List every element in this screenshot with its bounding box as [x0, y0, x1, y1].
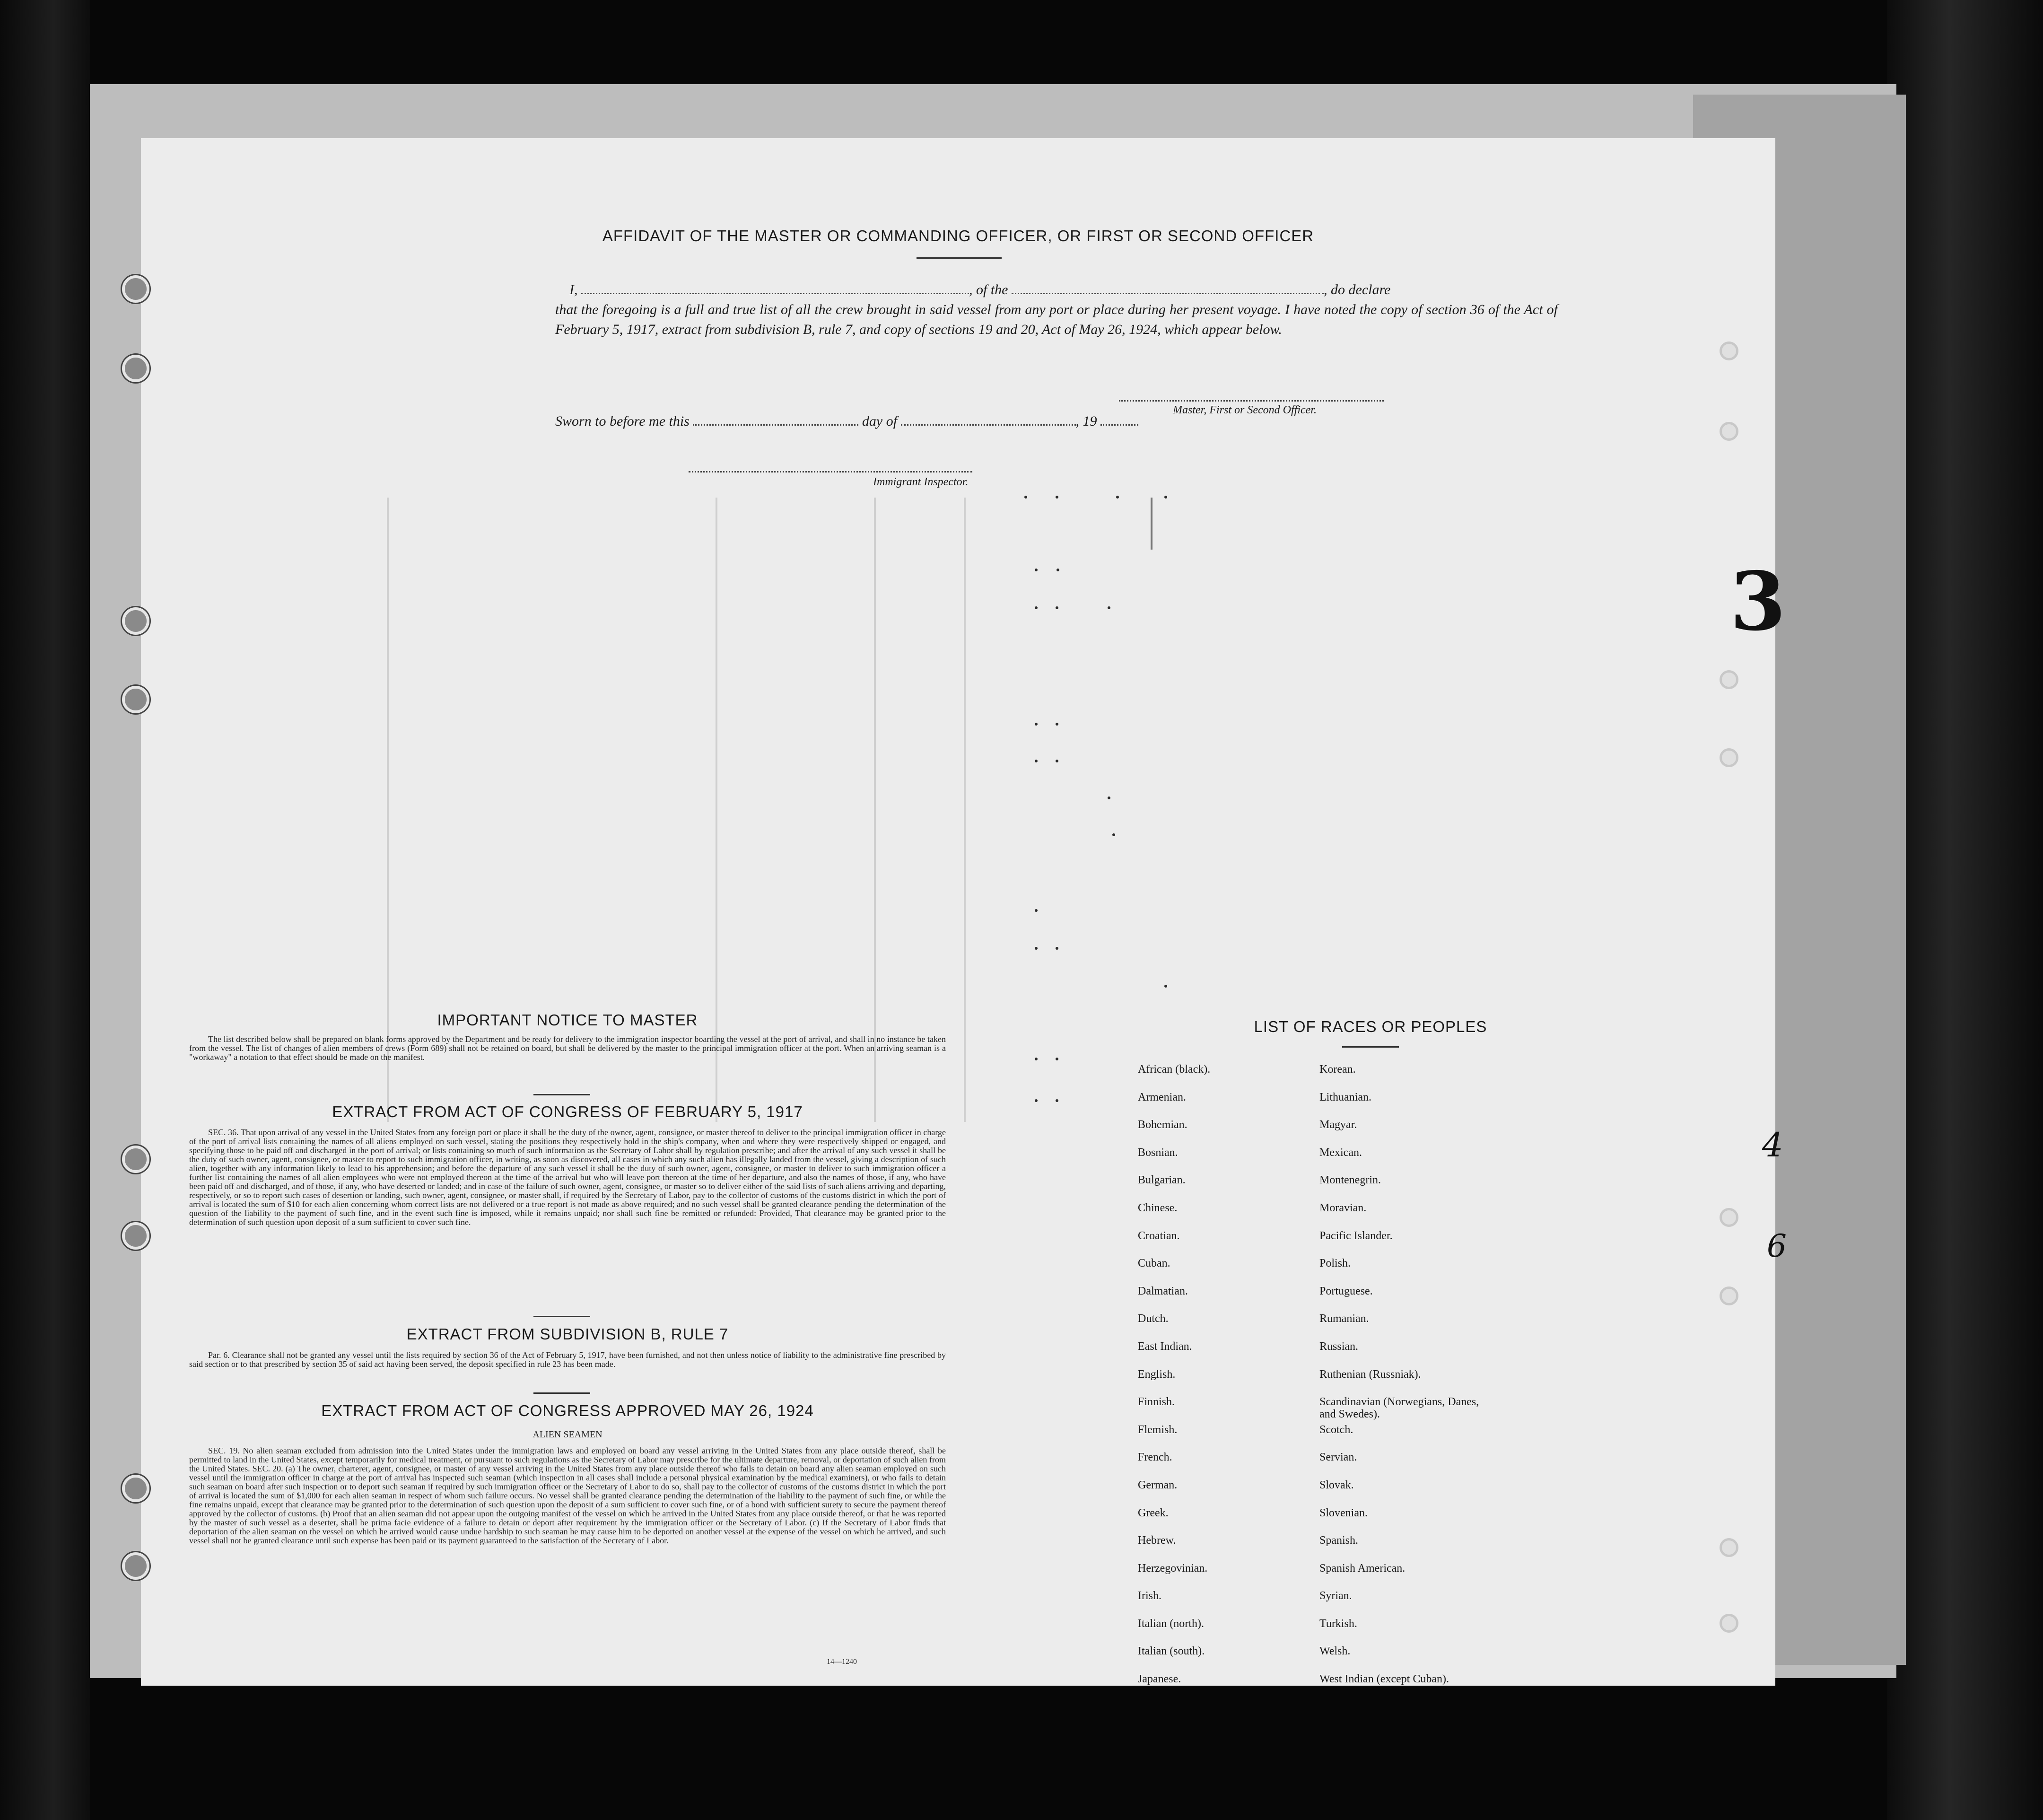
ink-dot: [1164, 985, 1167, 988]
punch-hole: [122, 1222, 149, 1250]
race-item: Welsh.: [1319, 1645, 1351, 1658]
race-item: Scandinavian (Norwegians, Danes, and Swedes).: [1319, 1396, 1479, 1421]
race-item: Greek.: [1138, 1506, 1169, 1519]
bleed-column-rule: [1151, 498, 1152, 550]
races-title-rule: [1342, 1046, 1399, 1048]
ink-dot: [1164, 496, 1167, 499]
race-item: French.: [1138, 1451, 1172, 1464]
ink-dot: [1056, 947, 1058, 950]
race-item: English.: [1138, 1368, 1176, 1381]
race-item: Spanish.: [1319, 1534, 1359, 1547]
handwritten-mark-3: 3: [1730, 554, 1786, 649]
sworn-line: [555, 411, 1359, 431]
race-item: West Indian (except Cuban).: [1319, 1673, 1449, 1686]
race-item: Bosnian.: [1138, 1146, 1178, 1159]
extract-rule7-title: EXTRACT FROM SUBDIVISION B, RULE 7: [406, 1325, 729, 1343]
ink-dot: [1035, 760, 1038, 762]
race-item: Rumanian.: [1319, 1312, 1369, 1325]
race-item: Turkish.: [1319, 1617, 1357, 1630]
race-item: Mexican.: [1319, 1146, 1362, 1159]
race-item: Moravian.: [1319, 1201, 1367, 1214]
race-item: Slovak.: [1319, 1479, 1354, 1491]
races-column-2: [1319, 1063, 1490, 1701]
race-item: Hebrew.: [1138, 1534, 1176, 1547]
extract-1924-title: EXTRACT FROM ACT OF CONGRESS APPROVED MAY 26, 1924: [321, 1402, 814, 1419]
punch-hole: [122, 1146, 149, 1173]
affidavit-i: I,: [569, 282, 578, 298]
race-item: Pacific Islander.: [1319, 1229, 1393, 1242]
race-item: Irish.: [1138, 1590, 1161, 1602]
race-item: Lithuanian.: [1319, 1091, 1371, 1103]
ink-dot: [1056, 496, 1058, 499]
vessel-name-blank[interactable]: [1012, 280, 1324, 294]
race-item: Dalmatian.: [1138, 1285, 1188, 1297]
race-item: Korean.: [1319, 1063, 1356, 1076]
race-item: Portuguese.: [1319, 1285, 1373, 1297]
ink-dot: [1035, 1058, 1038, 1060]
binder-ring: [1720, 341, 1738, 360]
affidavit-title: AFFIDAVIT OF THE MASTER OR COMMANDING OFFICER, OR FIRST OR SECOND OFFICER: [602, 227, 1314, 245]
punch-hole: [122, 1475, 149, 1502]
handwritten-mark-6: 6: [1767, 1228, 1787, 1264]
ink-dot: [1112, 833, 1115, 836]
affidavit-of-the: , of the: [969, 282, 1008, 298]
race-item: Bohemian.: [1138, 1119, 1187, 1131]
race-item: Bulgarian.: [1138, 1174, 1186, 1187]
handwritten-mark-4: 4: [1762, 1126, 1783, 1164]
ink-dot: [1056, 760, 1058, 762]
race-item: Cuban.: [1138, 1257, 1170, 1270]
sworn-year-blank[interactable]: [1100, 412, 1138, 426]
inspector-signature-caption: Immigrant Inspector.: [873, 476, 969, 488]
ink-dot: [1056, 1099, 1058, 1102]
race-item: Magyar.: [1319, 1119, 1357, 1131]
ink-dot: [1035, 569, 1038, 571]
sworn-year-prefix: , 19: [1075, 413, 1097, 429]
ink-dot: [1116, 496, 1119, 499]
affidavit-page: [141, 138, 1786, 1686]
notice-title: IMPORTANT NOTICE TO MASTER: [437, 1011, 698, 1029]
ink-dot: [1108, 606, 1110, 609]
film-edge-left: [0, 0, 90, 1820]
race-item: Japanese.: [1138, 1673, 1181, 1686]
extract-1924-text: SEC. 19. No alien seaman excluded from admission into the United States under the immigration laws and employed on board any vessel arriving in the United States from any place outside thereof, shall be permitted to land in the United States, except temporarily for medical treatment, or pursuant to such regulations as the Secretary of Labor may prescribe for the ultimate departure, removal, or deportation of such alien from the United States. SEC. 20. (a) The owner, charterer, agent, consignee, or master of any vessel arriving in the United States from any place outside thereof who fails to detain on board any alien seaman employed on such vessel until the immigration officer in charge at the port of arrival has inspected such seaman (which inspection in all cases shall include a personal physical examination by the medical examiners), or who fails to detain such seaman on board after such inspection or to deport such seaman if required by such immigration officer or the Secretary of Labor to do so, shall pay to the collector of customs of the customs district in which the port of arrival is located the sum of $1,000 for each alien seaman in respect of whom such failure occurs. No vessel shall be granted clearance pending the determination of the liability to the payment of such fine, or while the fine remains unpaid, except that clearance may be granted prior to the determination of such question upon the deposit of a sum sufficient to cover such fine, or of a bond with sufficient surety to secure the payment thereof approved by the collector of customs. (b) Proof that an alien seaman did not appear upon the outgoing manifest of the vessel on which he arrived in the United States from any place outside thereof, or that he was reported by the master of such vessel as a deserter, shall be prima facie evidence of a failure to detain or deport after requirement by the immigration officer or the Secretary of Labor. (c) If the Secretary of Labor finds that deportation of the alien seaman on the vessel on which he arrived would cause undue hardship to such seaman he may cause him to be deported on another vessel at the expense of the vessel on which he arrived, and such vessel shall not be granted clearance until such expense has been paid or its payment guaranteed to the satisfaction of the Secretary of Labor.: [189, 1446, 946, 1545]
ink-dot: [1035, 606, 1038, 609]
section-rule: [533, 1392, 590, 1394]
race-item: Herzegovinian.: [1138, 1562, 1208, 1575]
binder-ring: [1720, 422, 1738, 441]
ink-dot: [1056, 606, 1058, 609]
race-item: Slovenian.: [1319, 1506, 1368, 1519]
section-rule: [533, 1094, 590, 1095]
officer-name-blank[interactable]: [581, 280, 969, 294]
race-item: Dutch.: [1138, 1312, 1169, 1325]
ink-dot: [1108, 796, 1110, 799]
extract-rule7-text: Par. 6. Clearance shall not be granted any vessel until the lists required by section 36 of the Act of February 5, 1917, have been furnished, and not then unless notice of liability to the administrative fine prescribed by said section or to that prescribed by section 35 of said act having been served, the deposit specified in rule 23 has been made.: [189, 1350, 946, 1369]
section-rule: [533, 1316, 590, 1317]
race-item: Ruthenian (Russniak).: [1319, 1368, 1421, 1381]
binder-ring: [1720, 670, 1738, 689]
race-item: Syrian.: [1319, 1590, 1352, 1602]
punch-hole: [122, 686, 149, 713]
affidavit-body: that the foregoing is a full and true list of all the crew brought in said vessel from any port or place during her present voyage. I have noted the copy of section 36 of the Act of February 5, 1917, extract from subdivision B, rule 7, and copy of sections 19 and 20, Act of May 26, 1924, which appear below.: [555, 302, 1558, 337]
binder-ring: [1720, 1208, 1738, 1227]
race-item: Armenian.: [1138, 1091, 1186, 1103]
extract-1917-text: SEC. 36. That upon arrival of any vessel in the United States from any foreign port or place it shall be the duty of the owner, agent, consignee, or master thereof to deliver to the principal immigration officer in charge of the port of arrival lists containing the names of all aliens employed on such vessel, stating the positions they respectively hold in the ship's company, when and where they were respectively shipped or engaged, and specifying those to be paid off and discharged in the port of arrival; or lists containing so much of such information as the Secretary of Labor shall by regulation prescribe; and after the arrival of any such vessel it shall be the duty of such owner, agent, consignee, or master to report to such immigration officer, in writing, as soon as discovered, all cases in which any such alien has illegally landed from the vessel, giving a description of such alien, together with any information likely to lead to his apprehension; and before the departure of any such vessel it shall be the duty of such owner, agent, consignee, or master to deliver to such immigration officer a further list containing the names of all alien employees who were not employed thereon at the time of the arrival but who will leave port thereon at the time of her departure, and also the names of those, if any, who have been paid off and discharged, and of those, if any, who have deserted or landed; and in case of the failure of such owner, agent, consignee, or master so to deliver either of the said lists of such aliens arriving and departing, respectively, or so to report such cases of desertion or landing, such owner, agent, consignee, or master shall, if required by the Secretary of Labor, pay to the collector of customs of the customs district in which the port of arrival is located the sum of $10 for each alien concerning whom correct lists are not delivered or a true report is not made as above required; and no such vessel shall be granted clearance pending the determination of the question of the liability to the payment of such fine, and in the event such fine is imposed, while it remains unpaid; nor shall such fine be remitted or refunded: Provided, That clearance may be granted prior to the determination of such question upon deposit of a sum sufficient to cover such fine.: [189, 1128, 946, 1227]
race-item: Flemish.: [1138, 1423, 1178, 1436]
punch-hole: [122, 355, 149, 382]
race-item: Chinese.: [1138, 1201, 1178, 1214]
race-item: East Indian.: [1138, 1340, 1192, 1353]
bleed-column-rule: [964, 498, 966, 1122]
ink-dot: [1035, 723, 1038, 726]
race-item: African (black).: [1138, 1063, 1211, 1076]
title-rule: [917, 257, 1002, 259]
race-item: Finnish.: [1138, 1396, 1175, 1409]
race-item: Spanish American.: [1319, 1562, 1406, 1575]
binder-ring: [1720, 1614, 1738, 1633]
binder-ring: [1720, 1538, 1738, 1557]
ink-dot: [1035, 909, 1038, 912]
ink-dot: [1056, 1058, 1058, 1060]
ink-dot: [1024, 496, 1027, 499]
extract-1917-title: EXTRACT FROM ACT OF CONGRESS OF FEBRUARY 5, 1917: [332, 1103, 803, 1120]
punch-hole: [122, 1552, 149, 1580]
sworn-day-of: day of: [862, 413, 898, 429]
affidavit-declaration-line: [555, 280, 1558, 300]
ink-dot: [1056, 723, 1058, 726]
race-item: German.: [1138, 1479, 1178, 1491]
punch-hole: [122, 275, 149, 303]
ink-dot: [1056, 569, 1059, 571]
race-item: Italian (south).: [1138, 1645, 1205, 1658]
race-item: Servian.: [1319, 1451, 1357, 1464]
races-column-1: [1138, 1063, 1210, 1701]
race-item: Montenegrin.: [1319, 1174, 1381, 1187]
form-number: 14—1240: [827, 1658, 857, 1666]
sworn-text: Sworn to before me this: [555, 413, 690, 429]
race-item: Polish.: [1319, 1257, 1351, 1270]
master-signature-caption: Master, First or Second Officer.: [1173, 404, 1317, 416]
binder-ring: [1720, 748, 1738, 767]
film-edge-right: [1887, 0, 2043, 1820]
ink-dot: [1035, 1099, 1038, 1102]
race-item: Croatian.: [1138, 1229, 1180, 1242]
races-title: LIST OF RACES OR PEOPLES: [1254, 1018, 1487, 1035]
sworn-day-blank[interactable]: [693, 412, 858, 426]
race-item: Italian (north).: [1138, 1617, 1204, 1630]
ink-dot: [1035, 947, 1038, 950]
sworn-month-blank[interactable]: [901, 412, 1076, 426]
notice-text: The list described below shall be prepared on blank forms approved by the Department and be ready for delivery to the immigration inspector boarding the vessel at the port of arrival, and shall in no instance be taken from the vessel. The list of changes of alien members of crews (Form 689) shall not be retained on board, but shall be delivered by the master to the principal immigration officer at the port. When an arriving seaman is a "workaway" a notation to that effect should be made on the manifest.: [189, 1034, 946, 1062]
punch-hole: [122, 607, 149, 635]
extract-1924-subtitle: ALIEN SEAMEN: [533, 1429, 602, 1440]
binder-ring: [1720, 1286, 1738, 1305]
race-item: Scotch.: [1319, 1423, 1353, 1436]
affidavit-declare: , do declare: [1324, 282, 1391, 298]
race-item: Russian.: [1319, 1340, 1359, 1353]
